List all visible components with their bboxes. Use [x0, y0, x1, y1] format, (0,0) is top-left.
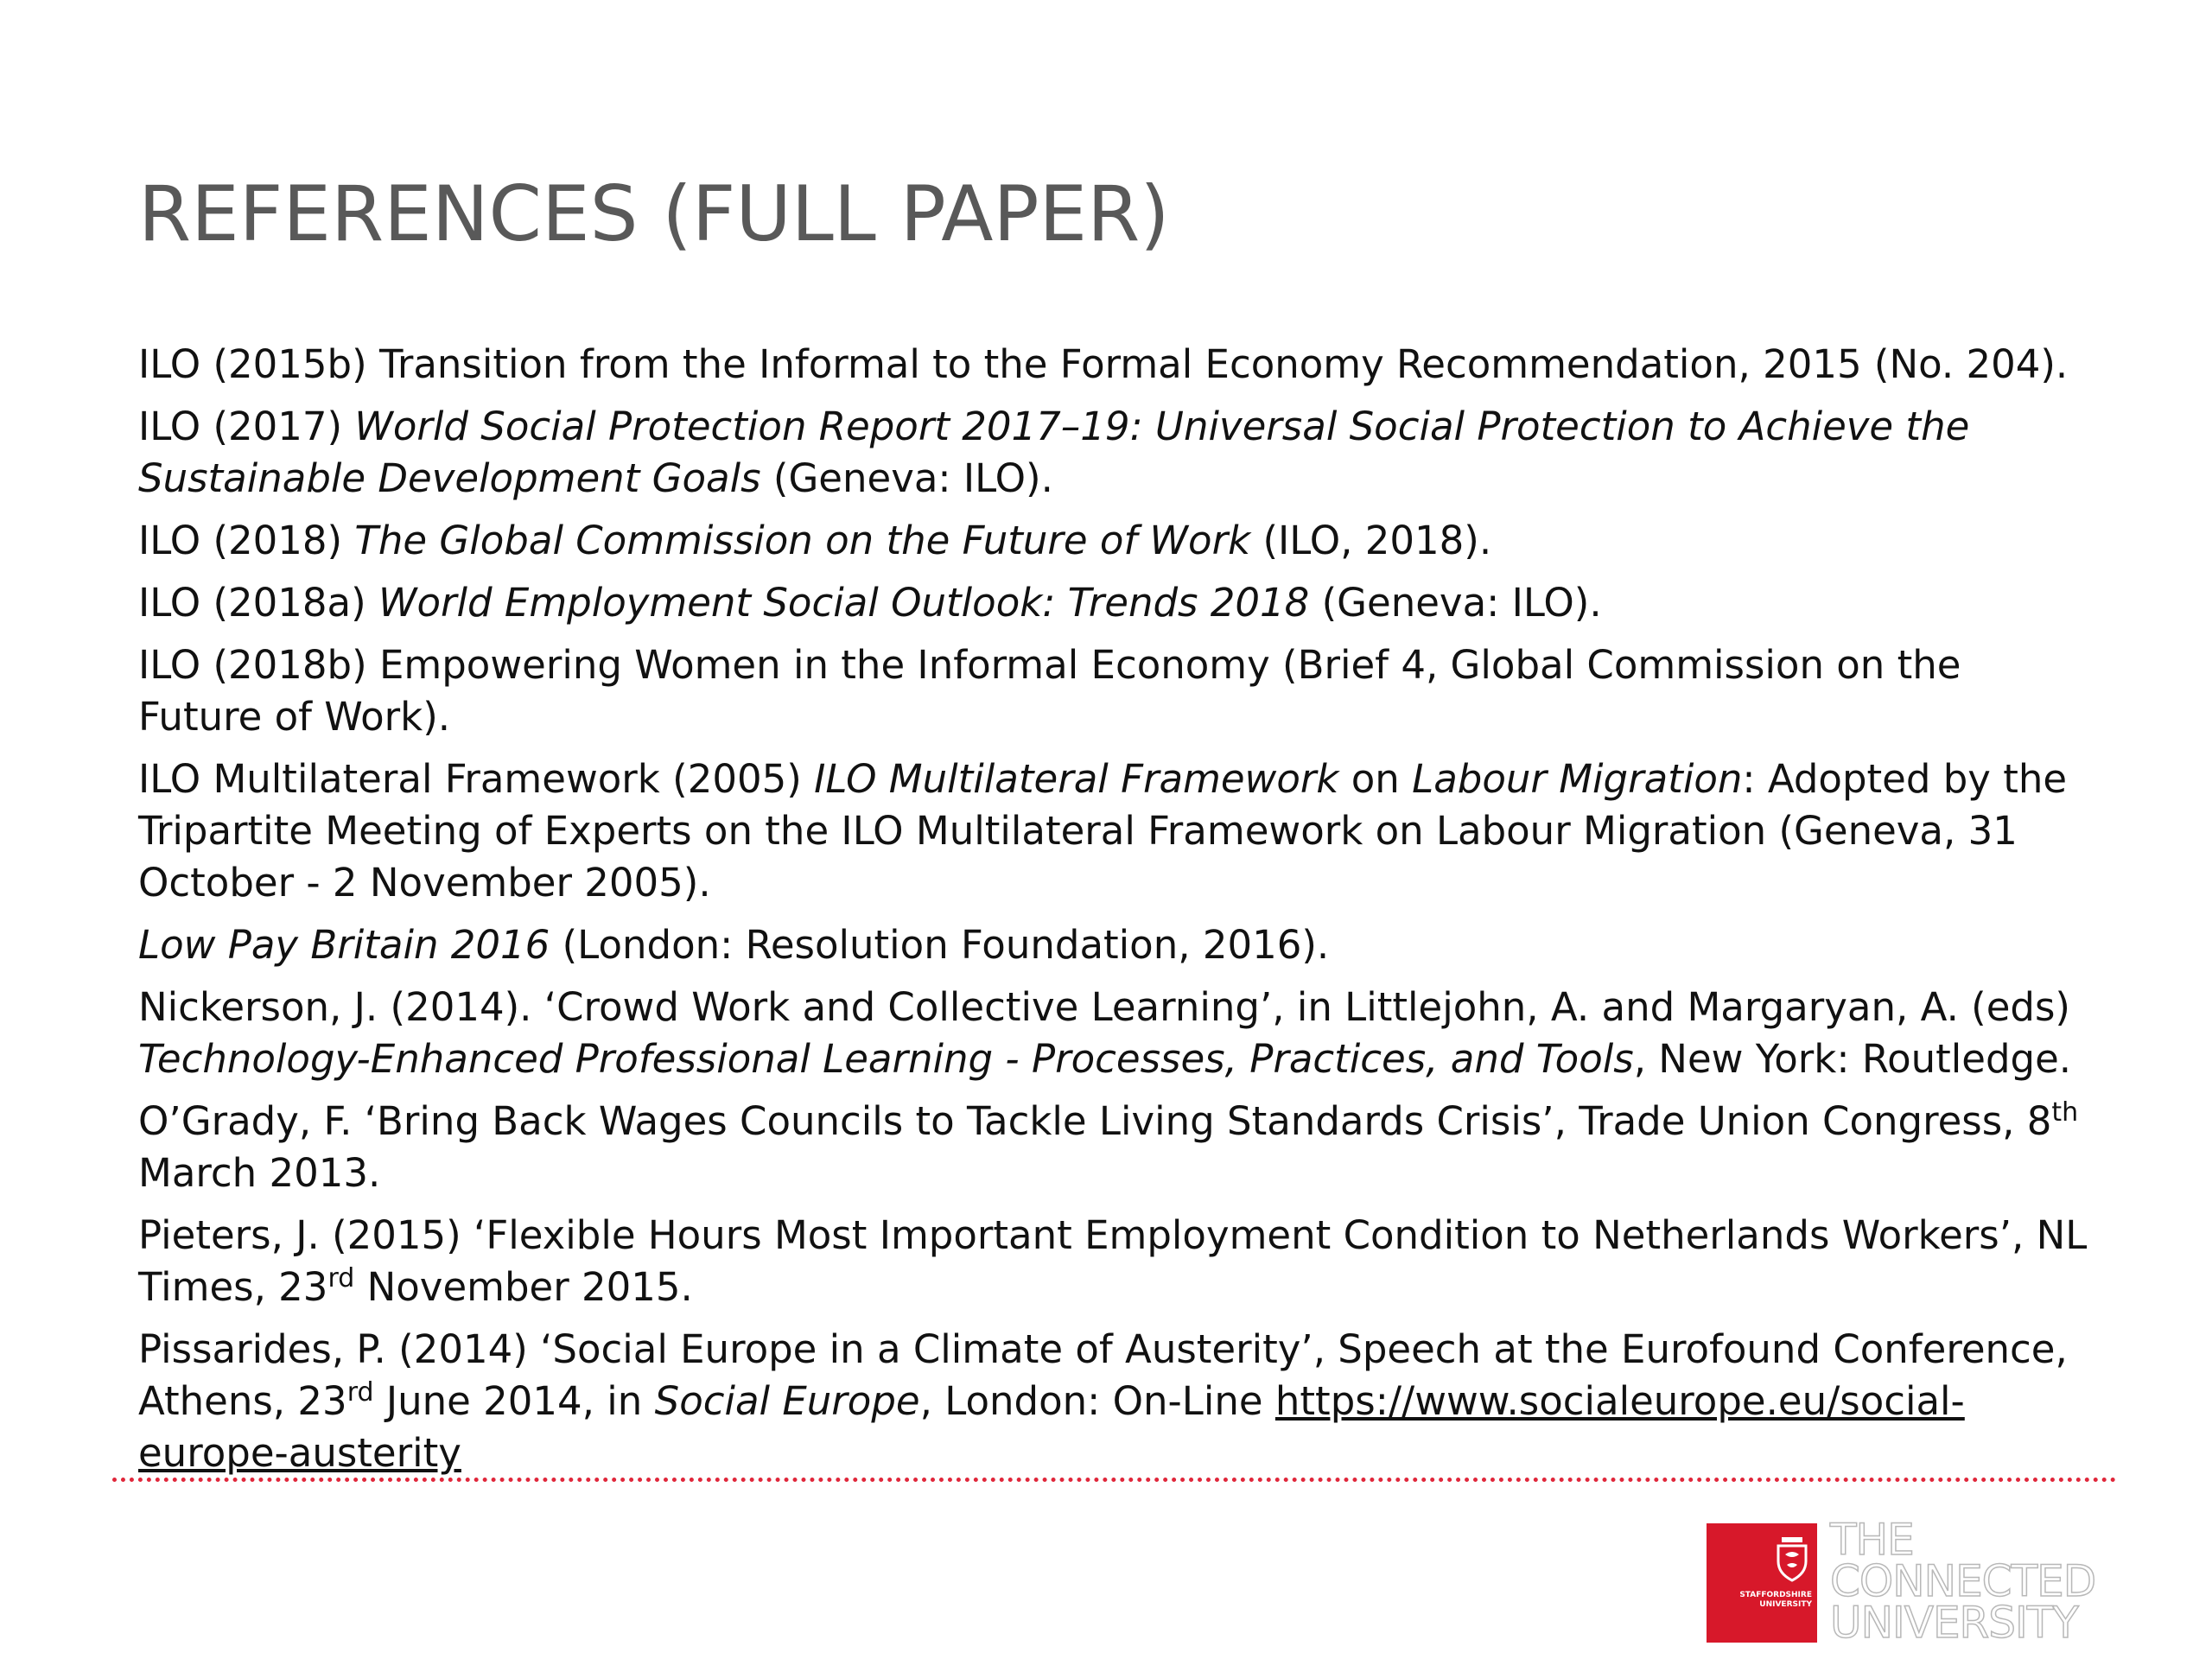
- tagline-line-3: UNIVERSITY: [1830, 1598, 2078, 1648]
- reference-text: , New York: Routledge.: [1633, 1036, 2072, 1082]
- logo-line-2: UNIVERSITY: [1759, 1600, 1812, 1609]
- reference-item-ilo-2018: [138, 515, 2091, 567]
- reference-title: World Social Protection Report 2017–19: Universal Social Protection to Achieve the Sustainable Development Goals: [138, 404, 1970, 501]
- reference-text: ILO (2018): [138, 518, 355, 563]
- reference-text: , London: On-Line: [919, 1378, 1275, 1424]
- reference-item-ilo-2017: [138, 401, 2091, 505]
- ordinal-suffix: rd: [327, 1263, 355, 1294]
- reference-item-pissarides: [138, 1324, 2091, 1479]
- reference-title: Labour Migration: [1412, 756, 1743, 802]
- reference-text: O’Grady, F. ‘Bring Back Wages Councils to Tackle Living Standards Crisis’, Trade Union Congress, 8: [138, 1098, 2052, 1144]
- reference-title: The Global Commission on the Future of Work: [354, 518, 1251, 563]
- reference-text: (Geneva: ILO).: [760, 455, 1053, 501]
- reference-text: on: [1338, 756, 1413, 802]
- tagline-line-1: THE: [1830, 1515, 1914, 1565]
- reference-text: March 2013.: [138, 1150, 381, 1196]
- logo-line-1: STAFFORDSHIRE: [1739, 1591, 1812, 1599]
- reference-item-pieters: [138, 1210, 2091, 1313]
- reference-text: ILO Multilateral Framework (2005): [138, 756, 815, 802]
- logo-text: [1712, 1591, 1812, 1610]
- ordinal-suffix: th: [2051, 1097, 2079, 1128]
- tagline-line-2: CONNECTED: [1830, 1556, 2096, 1606]
- reference-text: ILO (2015b) Transition from the Informal to the Formal Economy Recommendation, 2015 (No. 204).: [138, 341, 2069, 387]
- reference-title: World Employment Social Outlook: Trends 2018: [378, 580, 1310, 626]
- reference-text: ILO (2017): [138, 404, 355, 449]
- reference-item-ilo-2015b: [138, 339, 2091, 391]
- reference-text: Pissarides, P. (2014) ‘Social Europe in a Climate of Austerity’, Speech at the Eurofound Conference, Athens, 23: [138, 1326, 2068, 1424]
- reference-list: [138, 339, 2091, 1490]
- reference-item-ilo-multilateral: [138, 753, 2091, 909]
- reference-item-ilo-2018b: [138, 639, 2091, 743]
- reference-title: ILO Multilateral Framework: [814, 756, 1339, 802]
- crest-icon: [1775, 1535, 1809, 1586]
- reference-text: (Geneva: ILO).: [1309, 580, 1602, 626]
- reference-title: Technology-Enhanced Professional Learning - Processes, Practices, and Tools: [138, 1036, 1634, 1082]
- connected-university-tagline: [1830, 1515, 2096, 1648]
- slide-title: REFERENCES (FULL PAPER): [138, 169, 1170, 258]
- reference-text: June 2014, in: [373, 1378, 655, 1424]
- reference-text: November 2015.: [354, 1264, 693, 1310]
- reference-text: Nickerson, J. (2014). ‘Crowd Work and Collective Learning’, in Littlejohn, A. and Margaryan, A. (eds): [138, 984, 2070, 1030]
- reference-link[interactable]: https://www.socialeurope.eu/social-europe-austerity: [138, 1378, 1965, 1476]
- reference-item-nickerson: [138, 982, 2091, 1085]
- reference-title: Low Pay Britain 2016: [138, 922, 550, 968]
- reference-text: (ILO, 2018).: [1250, 518, 1492, 563]
- footer-divider: [112, 1478, 2117, 1482]
- reference-text: ILO (2018a): [138, 580, 378, 626]
- reference-item-ilo-2018a: [138, 577, 2091, 629]
- staffordshire-university-logo: [1707, 1523, 1817, 1643]
- reference-text: Pieters, J. (2015) ‘Flexible Hours Most Important Employment Condition to Netherlands Workers’, NL Times, 23: [138, 1212, 2088, 1310]
- reference-title: Social Europe: [654, 1378, 920, 1424]
- reference-text: ILO (2018b) Empowering Women in the Informal Economy (Brief 4, Global Commission on the Future of Work).: [138, 642, 1961, 740]
- reference-text: (London: Resolution Foundation, 2016).: [550, 922, 1330, 968]
- reference-item-ogrady: [138, 1096, 2091, 1199]
- ordinal-suffix: rd: [346, 1377, 374, 1408]
- reference-item-low-pay-britain: [138, 919, 2091, 971]
- reference-text: : Adopted by the Tripartite Meeting of Experts on the ILO Multilateral Framework on Labour Migration (Geneva, 31 October - 2 November 2005).: [138, 756, 2068, 906]
